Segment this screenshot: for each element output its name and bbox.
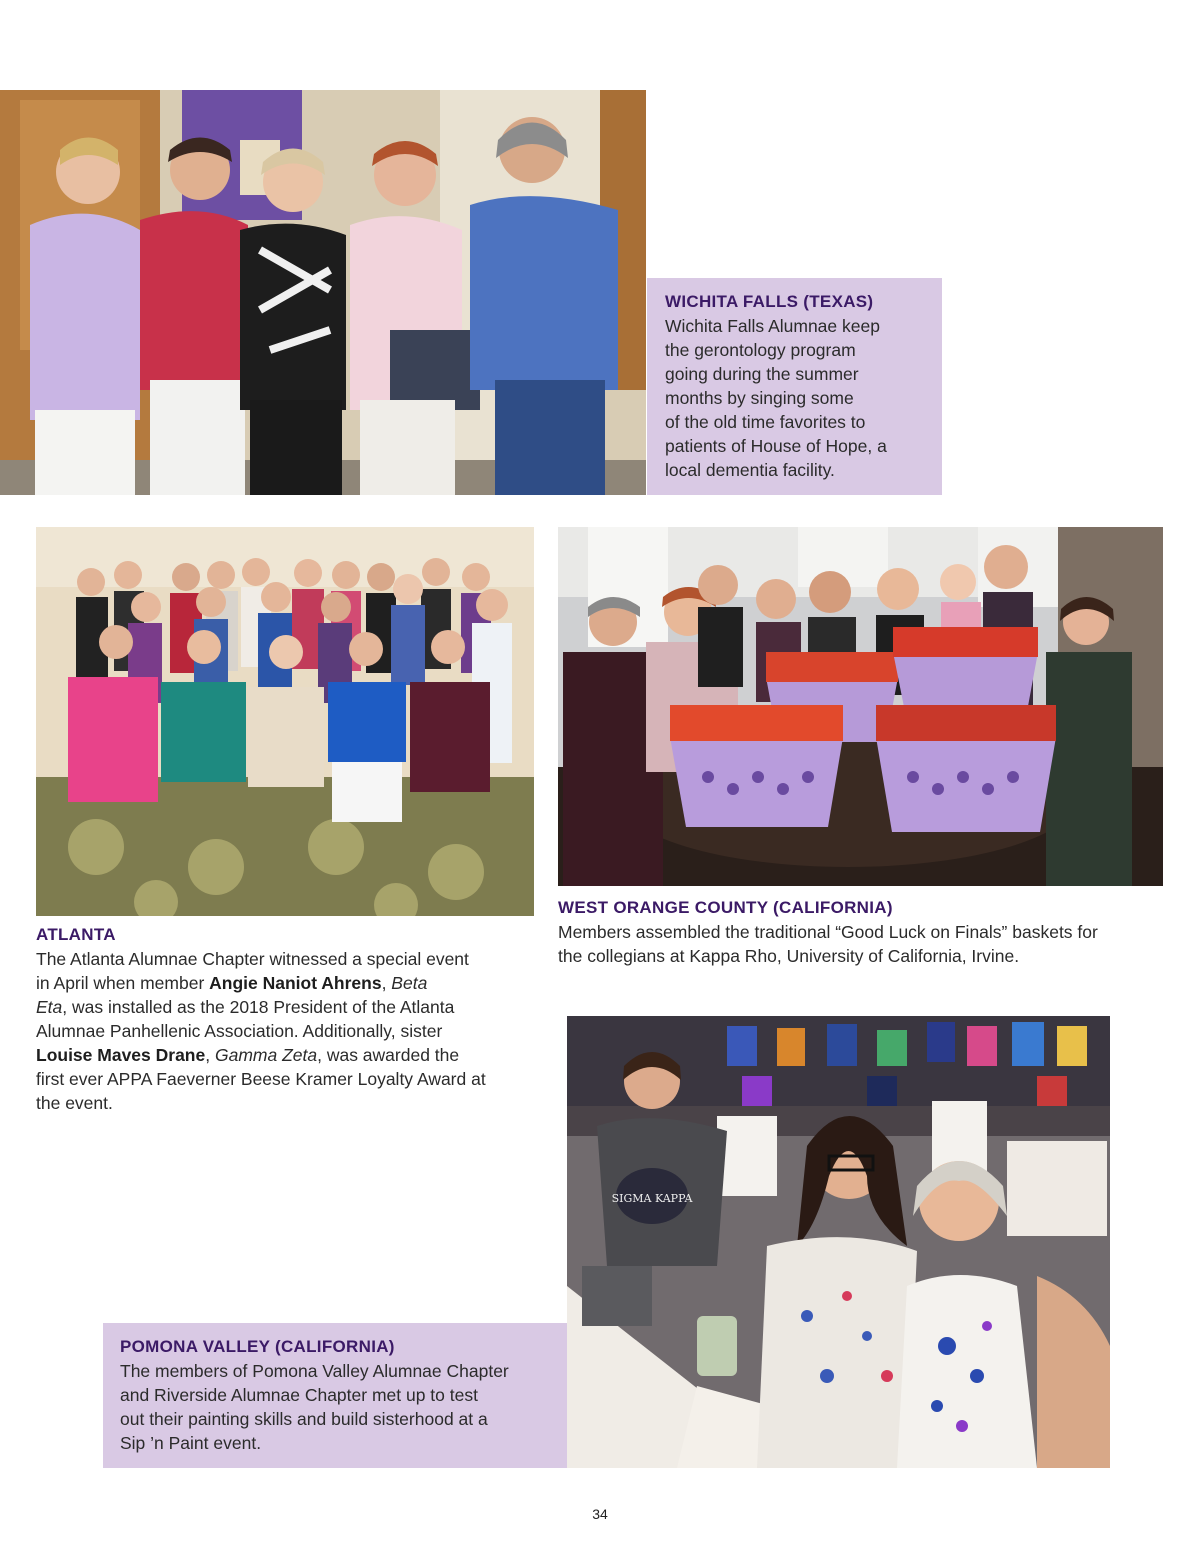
member-name: Angie Naniot Ahrens [209, 973, 382, 993]
pomona-valley-heading: POMONA VALLEY (CALIFORNIA) [120, 1337, 395, 1356]
atlanta-heading: ATLANTA [36, 925, 116, 944]
wichita-falls-photo [0, 90, 646, 495]
pomona-valley-line: and Riverside Alumnae Chapter met up to test [120, 1385, 478, 1405]
atlanta-line: in April when member Angie Naniot Ahrens, Beta [36, 973, 428, 993]
wichita-falls-caption [647, 278, 942, 495]
atlanta-photo [36, 527, 534, 916]
atlanta-line: The Atlanta Alumnae Chapter witnessed a special event [36, 949, 469, 969]
pomona-valley-photo [567, 1016, 1110, 1468]
shirt-text: SIGMA KAPPA [611, 1192, 693, 1205]
atlanta-caption [36, 923, 556, 1115]
wichita-falls-line: the gerontology program [665, 340, 856, 360]
pomona-valley-caption [103, 1323, 567, 1468]
west-orange-photo [558, 527, 1163, 886]
pomona-valley-line: The members of Pomona Valley Alumnae Chapter [120, 1361, 509, 1381]
wichita-falls-line: of the old time favorites to [665, 412, 866, 432]
west-orange-caption [558, 896, 1178, 968]
chapter-name: Beta [391, 973, 428, 993]
pomona-valley-line: Sip ’n Paint event. [120, 1433, 262, 1453]
west-orange-line: the collegians at Kappa Rho, University of California, Irvine. [558, 946, 1020, 966]
atlanta-line: first ever APPA Faeverner Beese Kramer Loyalty Award at [36, 1069, 486, 1089]
wichita-falls-heading: WICHITA FALLS (TEXAS) [665, 292, 874, 311]
chapter-name: Eta [36, 997, 63, 1017]
wichita-falls-line: Wichita Falls Alumnae keep [665, 316, 880, 336]
atlanta-line: Louise Maves Drane, Gamma Zeta, was awarded the [36, 1045, 460, 1065]
member-name: Louise Maves Drane [36, 1045, 206, 1065]
wichita-falls-line: going during the summer [665, 364, 859, 384]
chapter-name: Gamma Zeta [214, 1045, 318, 1065]
atlanta-line: Alumnae Panhellenic Association. Additionally, sister [36, 1021, 443, 1041]
atlanta-line: the event. [36, 1093, 113, 1113]
wichita-falls-line: months by singing some [665, 388, 854, 408]
atlanta-line: Eta, was installed as the 2018 President of the Atlanta [36, 997, 455, 1017]
wichita-falls-line: local dementia facility. [665, 460, 835, 480]
west-orange-line: Members assembled the traditional “Good Luck on Finals” baskets for [558, 922, 1098, 942]
pomona-valley-line: out their painting skills and build sisterhood at a [120, 1409, 488, 1429]
west-orange-heading: WEST ORANGE COUNTY (CALIFORNIA) [558, 898, 893, 917]
wichita-falls-line: patients of House of Hope, a [665, 436, 887, 456]
page-number: 34 [592, 1506, 608, 1522]
